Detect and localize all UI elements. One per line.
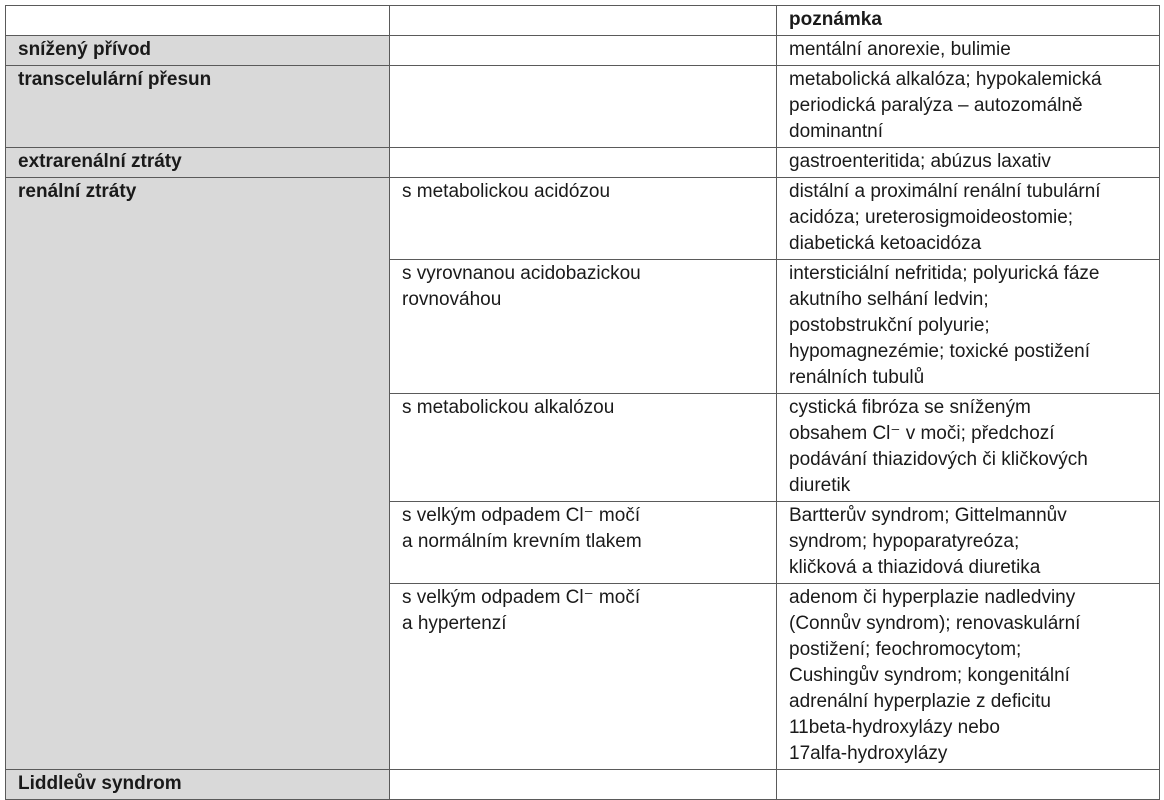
table-row <box>6 770 1160 800</box>
note-line: Cushingův syndrom; kongenitální <box>789 665 1070 686</box>
table-row <box>6 178 1160 260</box>
category-cell: renální ztráty <box>6 178 390 770</box>
note-cell <box>777 394 1160 502</box>
category-cell: snížený přívod <box>6 36 390 66</box>
hypokalemia-causes-table <box>5 5 1160 800</box>
note-line: renálních tubulů <box>789 367 925 388</box>
condition-line: s velkým odpadem Cl⁻ močí <box>402 587 641 608</box>
header-category <box>6 6 390 36</box>
condition-cell <box>390 178 777 260</box>
condition-line: s metabolickou alkalózou <box>402 397 615 418</box>
note-cell <box>777 66 1160 148</box>
condition-cell <box>390 770 777 800</box>
note-line: adrenální hyperplazie z deficitu <box>789 691 1051 712</box>
condition-cell <box>390 148 777 178</box>
note-line: cystická fibróza se sníženým <box>789 397 1031 418</box>
header-note: poznámka <box>777 6 1160 36</box>
table-row <box>6 66 1160 148</box>
note-cell <box>777 502 1160 584</box>
note-line: distální a proximální renální tubulární <box>789 181 1101 202</box>
category-cell: transcelulární přesun <box>6 66 390 148</box>
note-line: kličková a thiazidová diuretika <box>789 557 1041 578</box>
note-cell <box>777 178 1160 260</box>
note-line: podávání thiazidových či kličkových <box>789 449 1088 470</box>
condition-cell <box>390 260 777 394</box>
table-row <box>6 148 1160 178</box>
note-line: postobstrukční polyurie; <box>789 315 990 336</box>
condition-cell <box>390 394 777 502</box>
note-line: periodická paralýza – autozomálně <box>789 95 1083 116</box>
condition-cell <box>390 584 777 770</box>
note-line: diuretik <box>789 475 851 496</box>
condition-line: s velkým odpadem Cl⁻ močí <box>402 505 641 526</box>
header-row <box>6 6 1160 36</box>
condition-cell <box>390 66 777 148</box>
note-line: dominantní <box>789 121 884 142</box>
category-cell: extrarenální ztráty <box>6 148 390 178</box>
note-cell <box>777 260 1160 394</box>
condition-line: a hypertenzí <box>402 613 507 634</box>
note-line: diabetická ketoacidóza <box>789 233 982 254</box>
condition-line: s vyrovnanou acidobazickou <box>402 263 641 284</box>
note-line: intersticiální nefritida; polyurická fáze <box>789 263 1100 284</box>
note-line: mentální anorexie, bulimie <box>789 39 1011 60</box>
condition-cell <box>390 502 777 584</box>
condition-line: s metabolickou acidózou <box>402 181 611 202</box>
note-line: gastroenteritida; abúzus laxativ <box>789 151 1051 172</box>
condition-line: a normálním krevním tlakem <box>402 531 642 552</box>
note-cell <box>777 770 1160 800</box>
note-line: (Connův syndrom); renovaskulární <box>789 613 1081 634</box>
note-line: Bartterův syndrom; Gittelmannův <box>789 505 1067 526</box>
note-line: akutního selhání ledvin; <box>789 289 989 310</box>
header-condition <box>390 6 777 36</box>
note-line: 17alfa-hydroxylázy <box>789 743 948 764</box>
note-line: obsahem Cl⁻ v moči; předchozí <box>789 423 1055 444</box>
note-line: metabolická alkalóza; hypokalemická <box>789 69 1102 90</box>
condition-line: rovnováhou <box>402 289 502 310</box>
note-line: postižení; feochromocytom; <box>789 639 1022 660</box>
note-line: adenom či hyperplazie nadledviny <box>789 587 1076 608</box>
note-cell <box>777 36 1160 66</box>
note-cell <box>777 148 1160 178</box>
note-line: acidóza; ureterosigmoideostomie; <box>789 207 1074 228</box>
note-line: syndrom; hypoparatyreóza; <box>789 531 1020 552</box>
note-line: 11beta-hydroxylázy nebo <box>789 717 1000 738</box>
table-row <box>6 36 1160 66</box>
note-line: hypomagnezémie; toxické postižení <box>789 341 1090 362</box>
note-cell <box>777 584 1160 770</box>
category-cell: Liddleův syndrom <box>6 770 390 800</box>
condition-cell <box>390 36 777 66</box>
